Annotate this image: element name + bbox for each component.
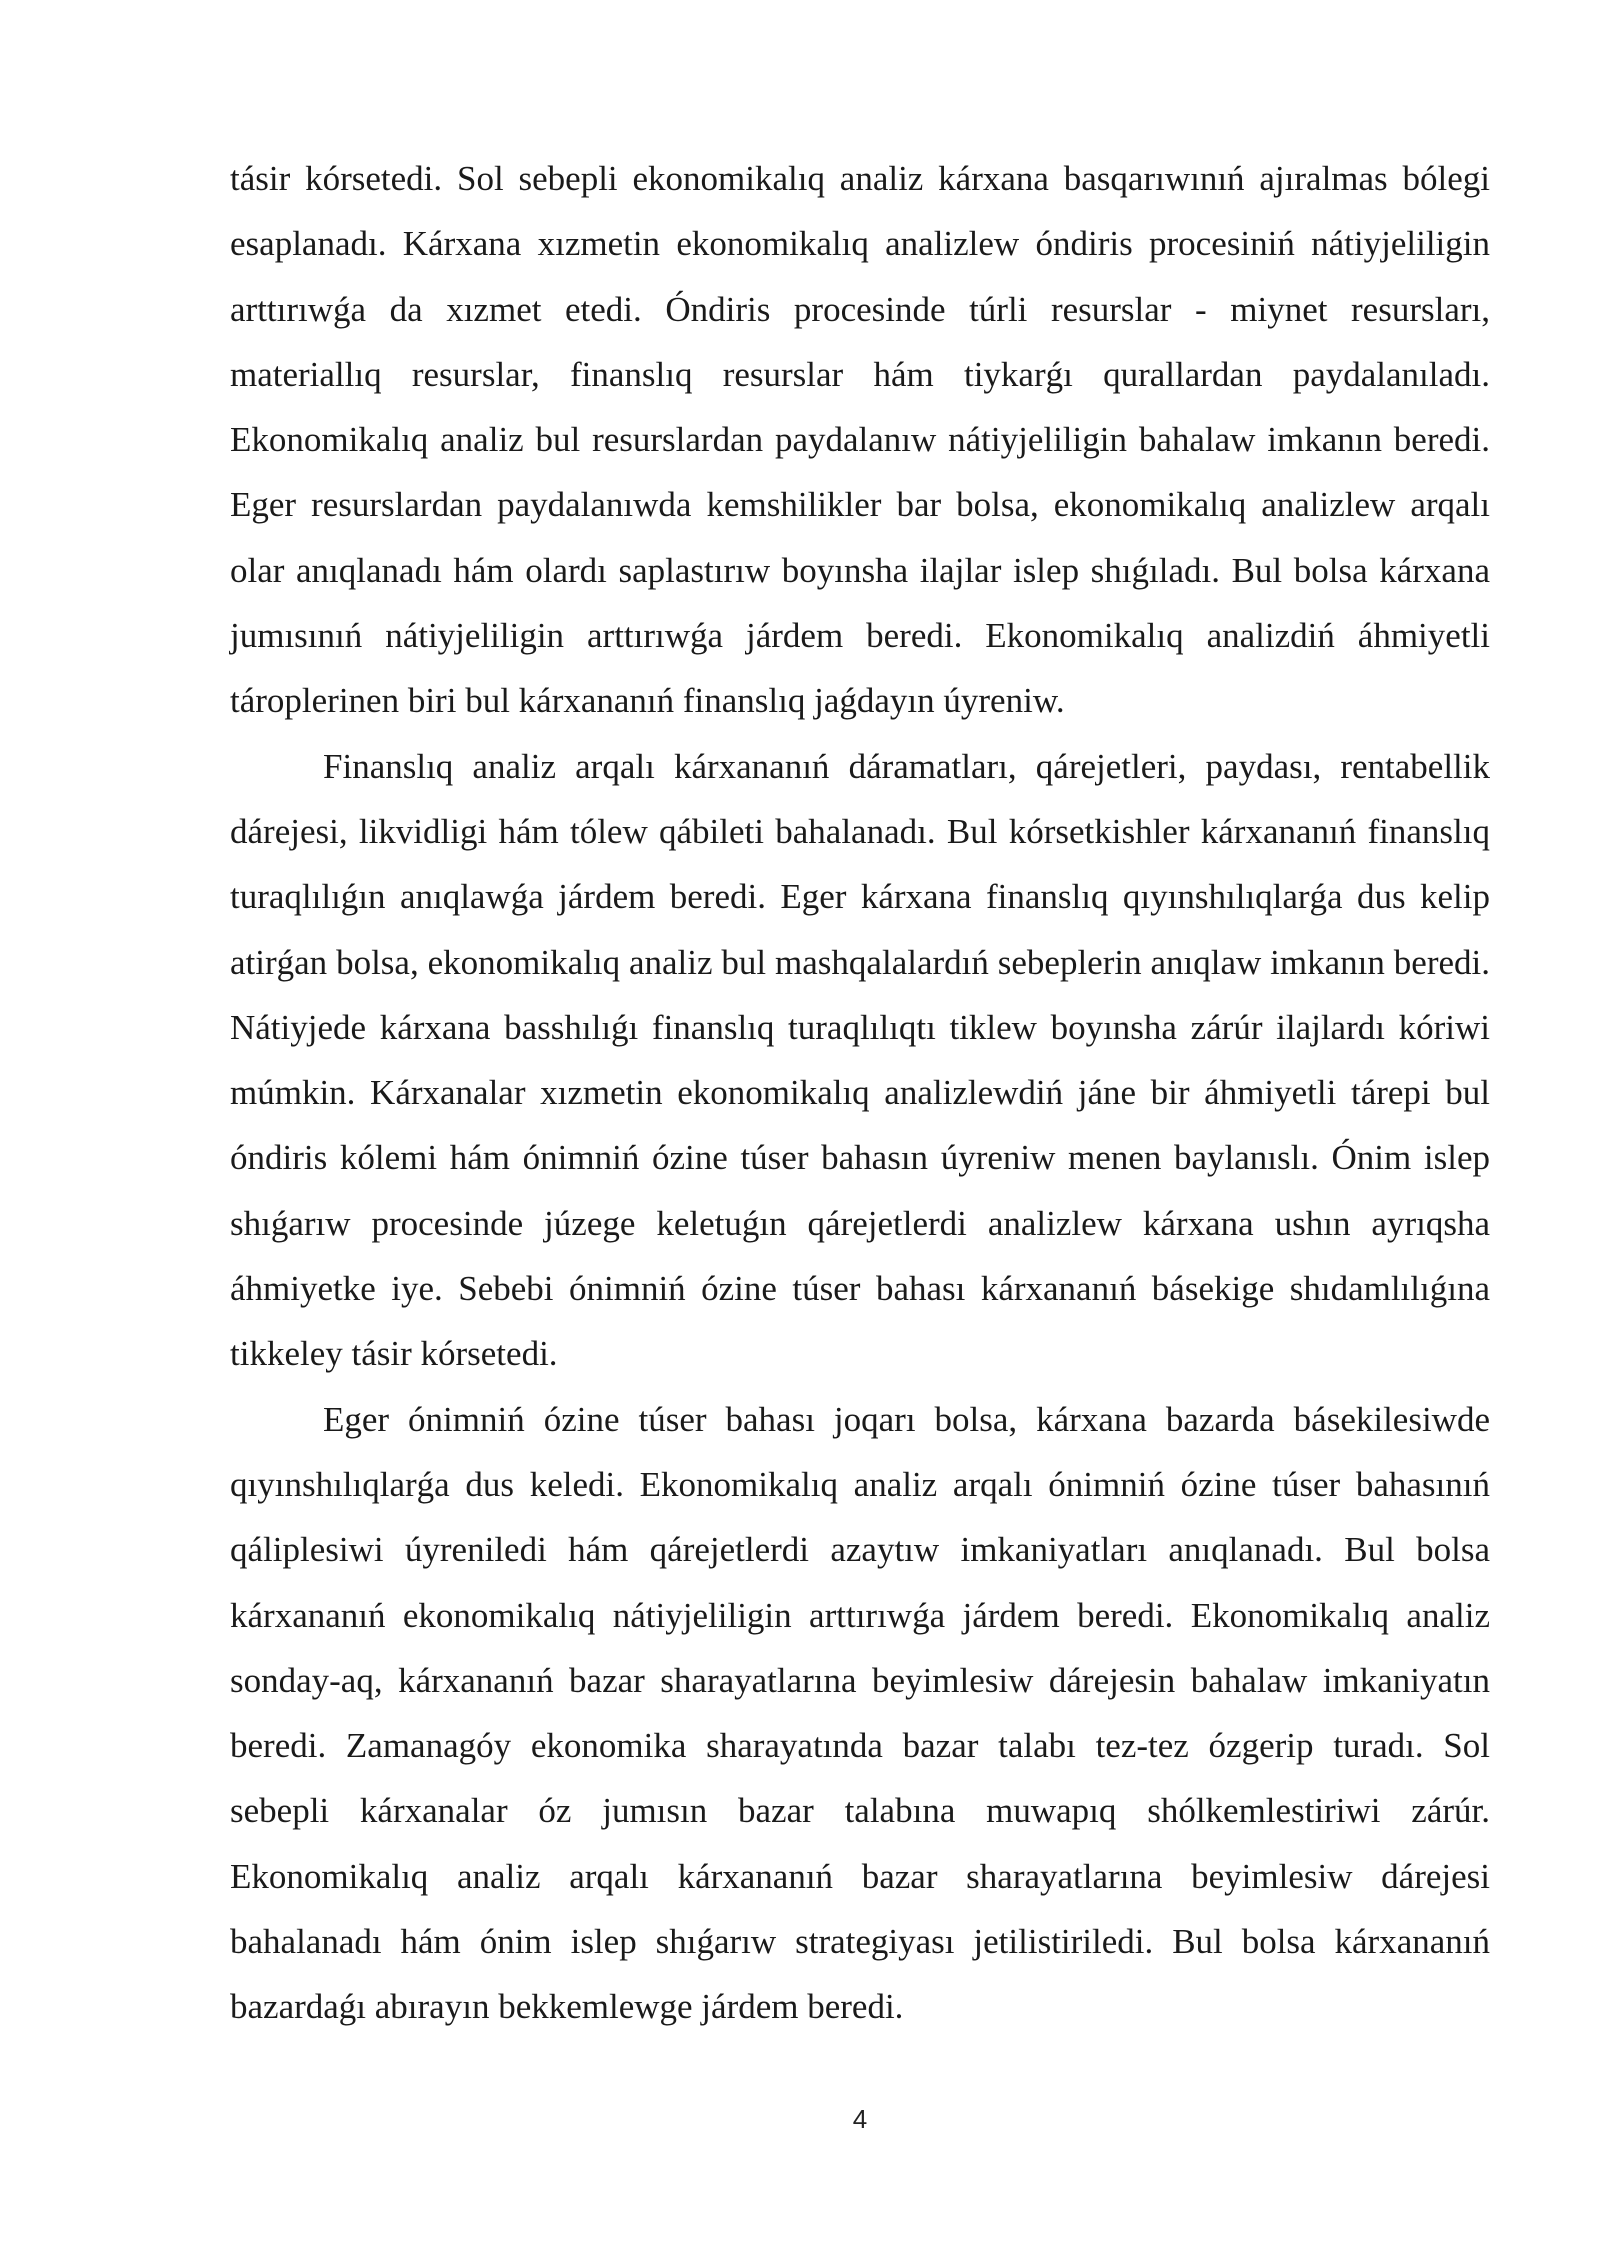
body-text xyxy=(230,146,1490,2040)
page-number: 4 xyxy=(852,2104,868,2134)
paragraph-1: tásir kórsetedi. Sol sebepli ekonomikalıq analiz kárxana basqarıwınıń ajıralmas bólegi esaplanadı. Kárxana xızmetin ekonomikalıq analizlew óndiris procesiniń nátiyjeliligin arttırıwǵa da xızmet etedi. Óndiris procesinde túrli resurslar - miynet resursları, materiallıq resurslar, finanslıq resurslar hám tiykarǵı qurallardan paydalanıladı. Ekonomikalıq analiz bul resurslardan paydalanıw nátiyjeliligin bahalaw imkanın beredi. Eger resurslardan paydalanıwda kemshilikler bar bolsa, ekonomikalıq analizlew arqalı olar anıqlanadı hám olardı saplastırıw boyınsha ilajlar islep shıǵıladı. Bul bolsa kárxana jumısınıń nátiyjeliligin arttırıwǵa járdem beredi. Ekonomikalıq analizdiń áhmiyetli tároplerinen biri bul kárxananıń finanslıq jaǵdayın úyreniw. xyxy=(230,159,1490,721)
paragraph-2: Finanslıq analiz arqalı kárxananıń dáramatları, qárejetleri, paydası, rentabellik dárejesi, likvidligi hám tólew qábileti bahalanadı. Bul kórsetkishler kárxananıń finanslıq turaqlılıǵın anıqlawǵa járdem beredi. Eger kárxana finanslıq qıyınshılıqlarǵa dus kelip atirǵan bolsa, ekonomikalıq analiz bul mashqalalardıń sebeplerin anıqlaw imkanın beredi. Nátiyjede kárxana basshılıǵı finanslıq turaqlılıqtı tiklew boyınsha zárúr ilajlardı kóriwi múmkin. Kárxanalar xızmetin ekonomikalıq analizlewdiń jáne bir áhmiyetli tárepi bul óndiris kólemi hám ónimniń ózine túser bahasın úyreniw menen baylanıslı. Ónim islep shıǵarıw procesinde júzege keletuǵın qárejetlerdi analizlew kárxana ushın ayrıqsha áhmiyetke iye. Sebebi ónimniń ózine túser bahası kárxananıń básekige shıdamlılıǵına tikkeley tásir kórsetedi. xyxy=(230,746,1490,1374)
paragraph-3: Eger ónimniń ózine túser bahası joqarı bolsa, kárxana bazarda básekilesiwde qıyınshılıqlarǵa dus keledi. Ekonomikalıq analiz arqalı ónimniń ózine túser bahasınıń qáliplesiwi úyreniledi hám qárejetlerdi azaytıw imkaniyatları anıqlanadı. Bul bolsa kárxananıń ekonomikalıq nátiyjeliligin arttırıwǵa járdem beredi. Ekonomikalıq analiz sonday-aq, kárxananıń bazar sharayatlarına beyimlesiw dárejesin bahalaw imkaniyatın beredi. Zamanagóy ekonomika sharayatında bazar talabı tez-tez ózgerip turadı. Sol sebepli kárxanalar óz jumısın bazar talabına muwapıq shólkemlestiriwi zárúr. Ekonomikalıq analiz arqalı kárxananıń bazar sharayatlarına beyimlesiw dárejesi bahalanadı hám ónim islep shıǵarıw strategiyası jetilistiriledi. Bul bolsa kárxananıń bazardaǵı abırayın bekkemlewge járdem beredi. xyxy=(230,1399,1490,2027)
